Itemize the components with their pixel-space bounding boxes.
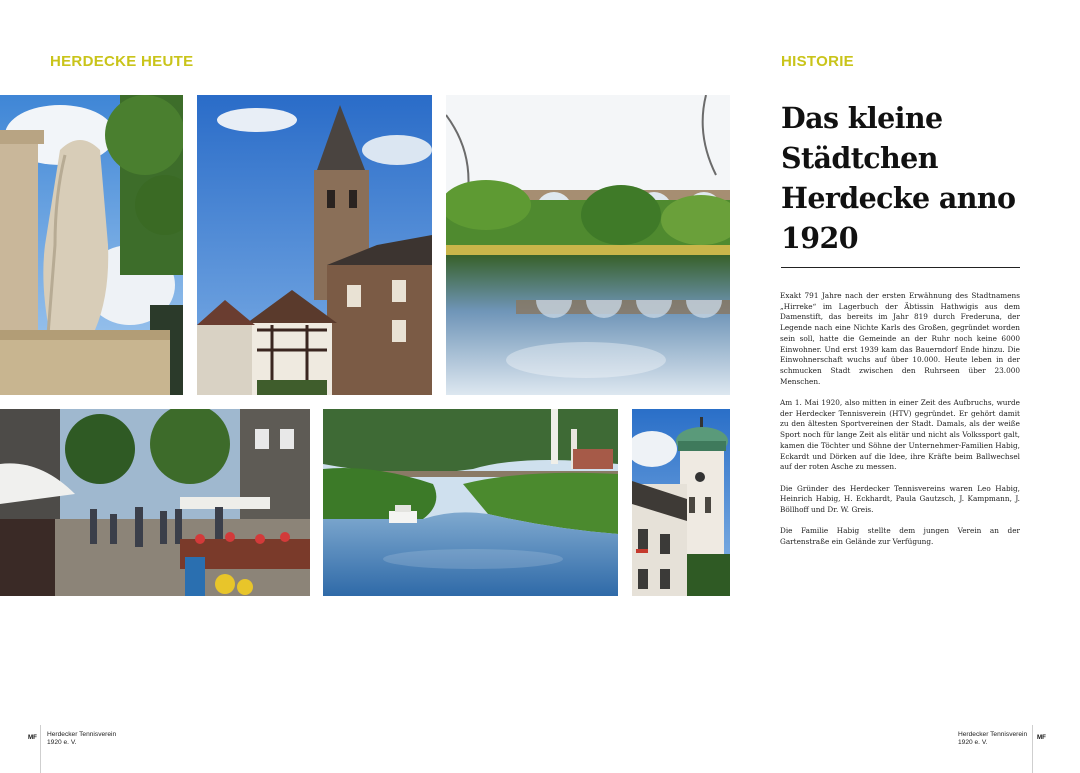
footer-line: Herdecker Tennisverein [958,731,1028,738]
headline-line: Städtchen [781,141,938,175]
footer-line: 1920 e. V. [47,739,77,746]
footer-line: 1920 e. V. [958,739,988,746]
footer-divider-right [1032,725,1033,773]
section-label-herdecke-heute: HERDECKE HEUTE [50,53,194,70]
section-label-historie: HISTORIE [781,53,854,70]
article-body [780,291,1020,559]
article-paragraph: Am 1. Mai 1920, also mitten in einer Zeit des Aufbruchs, wurde der Herdecker Tennisverein (HTV) gegründet. Er gehört damit zu den ältesten Sportvereinen der Stadt. Damals, als der weiße Sport noch für lange Zeit als elitär und nicht als Volkssport galt, kamen die Töchter und Söhne der Unternehmer-Familien Habig, Eckardt und Dörken auf die Idee, ihre Kräfte beim Ballwechsel auf der roten Asche zu messen. [780,398,1020,472]
photo-viaduct [446,95,730,395]
footer-line: Herdecker Tennisverein [47,731,117,738]
article-paragraph: Die Gründer des Herdecker Tennisvereins waren Leo Habig, Heinrich Habig, H. Eckhardt, Paula Gautzsch, J. Kampmann, J. Böllhoff und Dr. W. Greis. [780,483,1020,515]
headline-line: 1920 [781,221,858,255]
article-paragraph: Exakt 791 Jahre nach der ersten Erwähnung des Stadtnamens „Hirreke“ im Lagerbuch der Äbtissin Hathwigis aus dem Damenstift, das bereits im Jahr 819 durch Frederuna, der Legende nach eine Nichte Karls des Großen, gegründet worden sein soll, hatte die Gemeinde an der Ruhr noch keine 6000 Einwohner. Und erst 1939 kam das Bauerndorf Ende hinzu. Die Einwohnerschaft wuchs auf über 10.000. Heute leben in der schmucken Stadt zwischen den Ruhrseen über 23.000 Menschen. [780,291,1020,386]
photo-church [197,95,432,395]
footer-logo-left: MF [28,734,37,741]
photo-market [0,409,310,596]
photo-statue [0,95,183,395]
photo-clock-tower [632,409,730,596]
footer-logo-right: MF [1037,734,1046,741]
photo-river [323,409,618,596]
footer-club-name-right [958,731,1027,747]
headline-divider [781,267,1020,268]
headline-line: Herdecke anno [781,181,1016,215]
article-headline [781,98,1031,258]
footer-divider-left [40,725,41,773]
headline-line: Das kleine [781,101,943,135]
footer-club-name-left [47,731,116,747]
article-paragraph: Die Familie Habig stellte dem jungen Verein an der Gartenstraße ein Gelände zur Verfügung. [780,526,1020,547]
